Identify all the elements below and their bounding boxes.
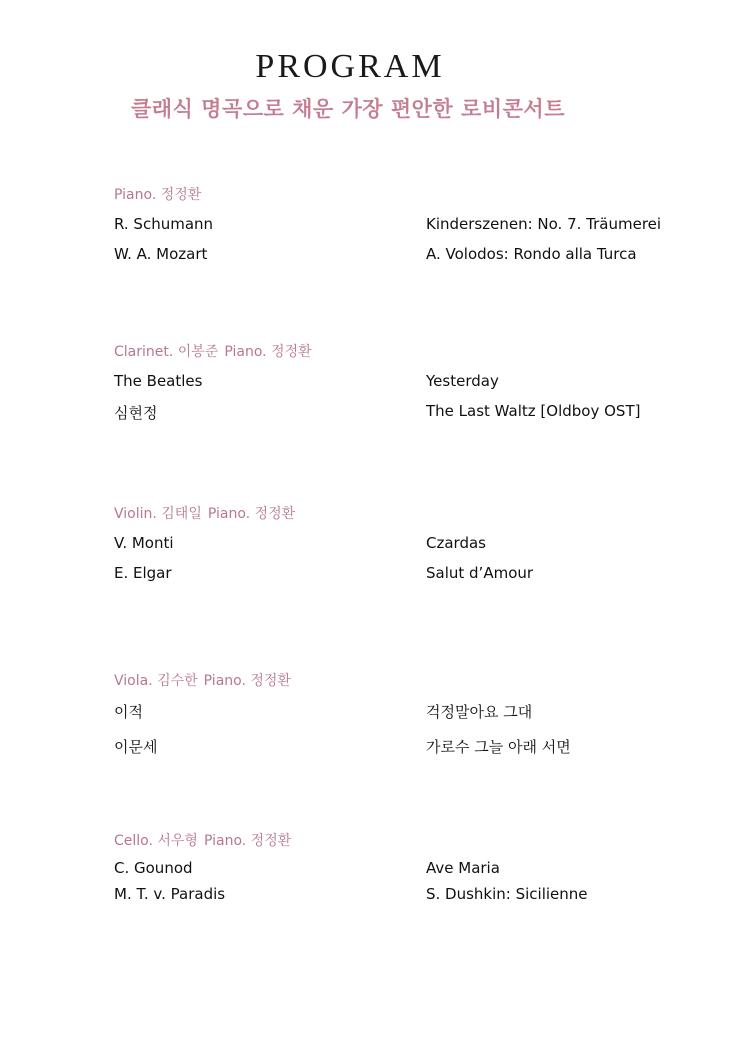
program-row xyxy=(114,402,674,423)
piece-title: Salut d’Amour xyxy=(426,564,534,582)
program-row xyxy=(114,534,674,552)
composer-name: V. Monti xyxy=(114,534,174,552)
program-row xyxy=(114,215,674,233)
program-row xyxy=(114,885,674,903)
piece-title: Czardas xyxy=(426,534,486,552)
page-title: PROGRAM xyxy=(255,48,445,85)
program-row xyxy=(114,245,674,263)
performer-label: Viola. 김수한 xyxy=(114,673,198,689)
piece-title: Yesterday xyxy=(426,372,499,390)
program-section-violin xyxy=(114,503,674,582)
piece-title: Ave Maria xyxy=(426,859,500,877)
piece-title: A. Volodos: Rondo alla Turca xyxy=(426,245,637,263)
program-row xyxy=(114,372,674,390)
performers-line xyxy=(114,184,674,204)
program-section-clarinet xyxy=(114,341,674,423)
program-section-piano xyxy=(114,184,674,263)
performer-label: Clarinet. 이봉준 xyxy=(114,344,219,360)
composer-name: 심현정 xyxy=(114,404,158,422)
composer-name: R. Schumann xyxy=(114,215,214,233)
performers-line xyxy=(114,830,674,850)
program-row xyxy=(114,564,674,582)
performers-line xyxy=(114,341,674,361)
performer-label: Piano. 정정환 xyxy=(114,187,202,203)
performers-line xyxy=(114,503,674,523)
composer-name: W. A. Mozart xyxy=(114,245,208,263)
program-section-cello xyxy=(114,830,674,903)
composer-name: 이적 xyxy=(114,703,143,721)
performer-label: Piano. 정정환 xyxy=(224,344,312,360)
piece-title: S. Dushkin: Sicilienne xyxy=(426,885,588,903)
composer-name: M. T. v. Paradis xyxy=(114,885,226,903)
program-row xyxy=(114,859,674,877)
performer-label: Violin. 김태일 xyxy=(114,506,202,522)
program-row xyxy=(114,736,674,757)
program-section-viola xyxy=(114,670,674,757)
piece-title: Kinderszenen: No. 7. Träumerei xyxy=(426,215,662,233)
performer-label: Piano. 정정환 xyxy=(203,673,291,689)
performers-line xyxy=(114,670,674,690)
page-subtitle: 클래식 명곡으로 채운 가장 편안한 로비콘서트 xyxy=(131,97,565,121)
piece-title: 걱정말아요 그대 xyxy=(426,703,533,721)
program-row xyxy=(114,701,674,722)
composer-name: The Beatles xyxy=(114,372,203,390)
piece-title: The Last Waltz [Oldboy OST] xyxy=(426,402,641,420)
piece-title: 가로수 그늘 아래 서면 xyxy=(426,738,571,756)
performer-label: Piano. 정정환 xyxy=(207,506,296,522)
composer-name: E. Elgar xyxy=(114,564,172,582)
composer-name: C. Gounod xyxy=(114,859,193,877)
performer-label: Piano. 정정환 xyxy=(203,833,292,849)
performer-label: Cello. 서우형 xyxy=(114,833,198,849)
composer-name: 이문세 xyxy=(114,738,158,756)
